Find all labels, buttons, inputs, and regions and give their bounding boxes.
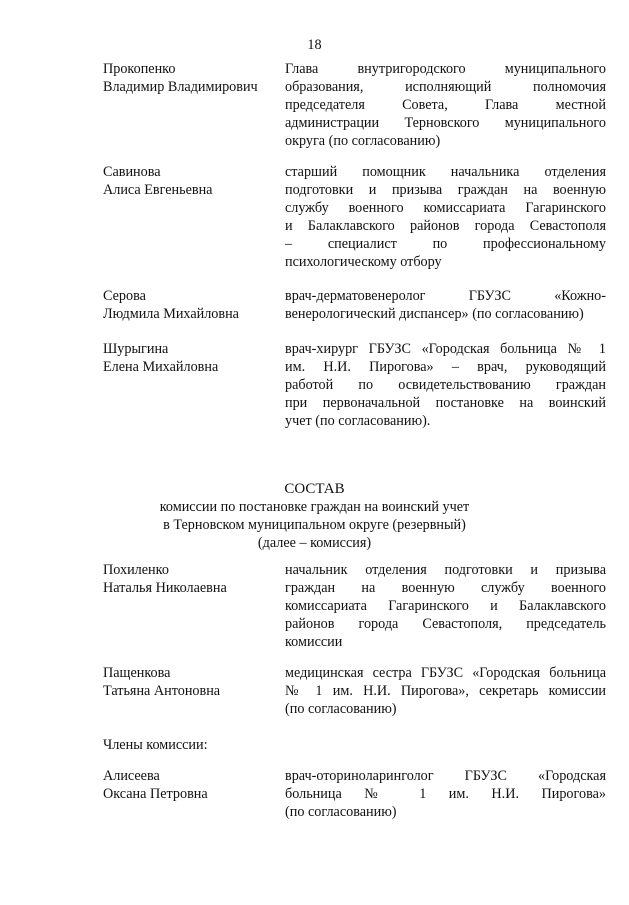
role-line: старший помощник начальника отделения [285,164,606,180]
role-line: районов города Севастополя, председатель [285,616,606,632]
surname: Савинова [103,164,161,180]
members-label: Члены комиссии: [103,737,208,753]
role-line: начальник отделения подготовки и призыва [285,562,606,578]
heading-line: (далее – комиссия) [257,535,372,551]
role-line: администрации Терновского муниципального [285,115,606,131]
heading-title: СОСТАВ [284,481,345,497]
role-line: комиссариата Гагаринского и Балаклавского [285,598,606,614]
member-name [103,287,283,323]
role-line: председателя Совета, Глава местной [285,97,606,113]
member-role [285,60,606,150]
composition-heading [0,480,629,552]
role-line: № 1 им. Н.И. Пирогова», секретарь комиссии [285,683,606,699]
role-line: венерологический диспансер» (по согласованию) [285,306,584,322]
surname: Шурыгина [103,341,169,357]
member-name [103,340,283,376]
role-line: – специалист по профессиональному [285,236,606,252]
role-line: учет (по согласованию). [285,413,431,429]
role-line: врач-оториноларинголог ГБУЗС «Городская [285,768,606,784]
page-number: 18 [307,37,322,53]
heading-line: в Терновском муниципальном округе (резервный) [163,517,466,533]
given-names: Оксана Петровна [103,786,208,802]
given-names: Елена Михайловна [103,359,219,375]
role-line: (по согласованию) [285,701,397,717]
surname: Прокопенко [103,61,176,77]
role-line: врач-дерматовенеролог ГБУЗС «Кожно- [285,288,606,304]
member-name [103,163,283,199]
given-names: Алиса Евгеньевна [103,182,213,198]
heading-line: комиссии по постановке граждан на воинский учет [159,499,470,515]
role-line: психологическому отбору [285,254,442,270]
role-line: медицинская сестра ГБУЗС «Городская больница [285,665,606,681]
role-line: и Балаклавского районов города Севастополя [285,218,606,234]
member-name [103,60,283,96]
surname: Похиленко [103,562,169,578]
given-names: Наталья Николаевна [103,580,227,596]
role-line: комиссии [285,634,343,650]
member-role [285,163,606,271]
role-line: службу военного комиссариата Гагаринского [285,200,606,216]
role-line: им. Н.И. Пирогова» – врач, руководящий [285,359,606,375]
role-line: (по согласованию) [285,804,397,820]
member-role [285,664,606,718]
role-line: работой по освидетельствованию граждан [285,377,606,393]
given-names: Людмила Михайловна [103,306,239,322]
role-line: больница № 1 им. Н.И. Пирогова» [285,786,606,802]
member-role [285,287,606,323]
member-role [285,340,606,430]
role-line: округа (по согласованию) [285,133,441,149]
member-name [103,561,283,597]
surname: Серова [103,288,146,304]
role-line: подготовки и призыва граждан на военную [285,182,606,198]
member-role [285,767,606,821]
member-name [103,767,283,803]
role-line: при первоначальной постановке на воинский [285,395,606,411]
surname: Алисеева [103,768,160,784]
member-role [285,561,606,651]
given-names: Татьяна Антоновна [103,683,221,699]
role-line: образования, исполняющий полномочия [285,79,606,95]
surname: Пащенкова [103,665,171,681]
role-line: врач-хирург ГБУЗС «Городская больница № 1 [285,341,606,357]
member-name [103,664,283,700]
role-line: граждан на военную службу военного [285,580,606,596]
role-line: Глава внутригородского муниципального [285,61,606,77]
given-names: Владимир Владимирович [103,79,258,95]
